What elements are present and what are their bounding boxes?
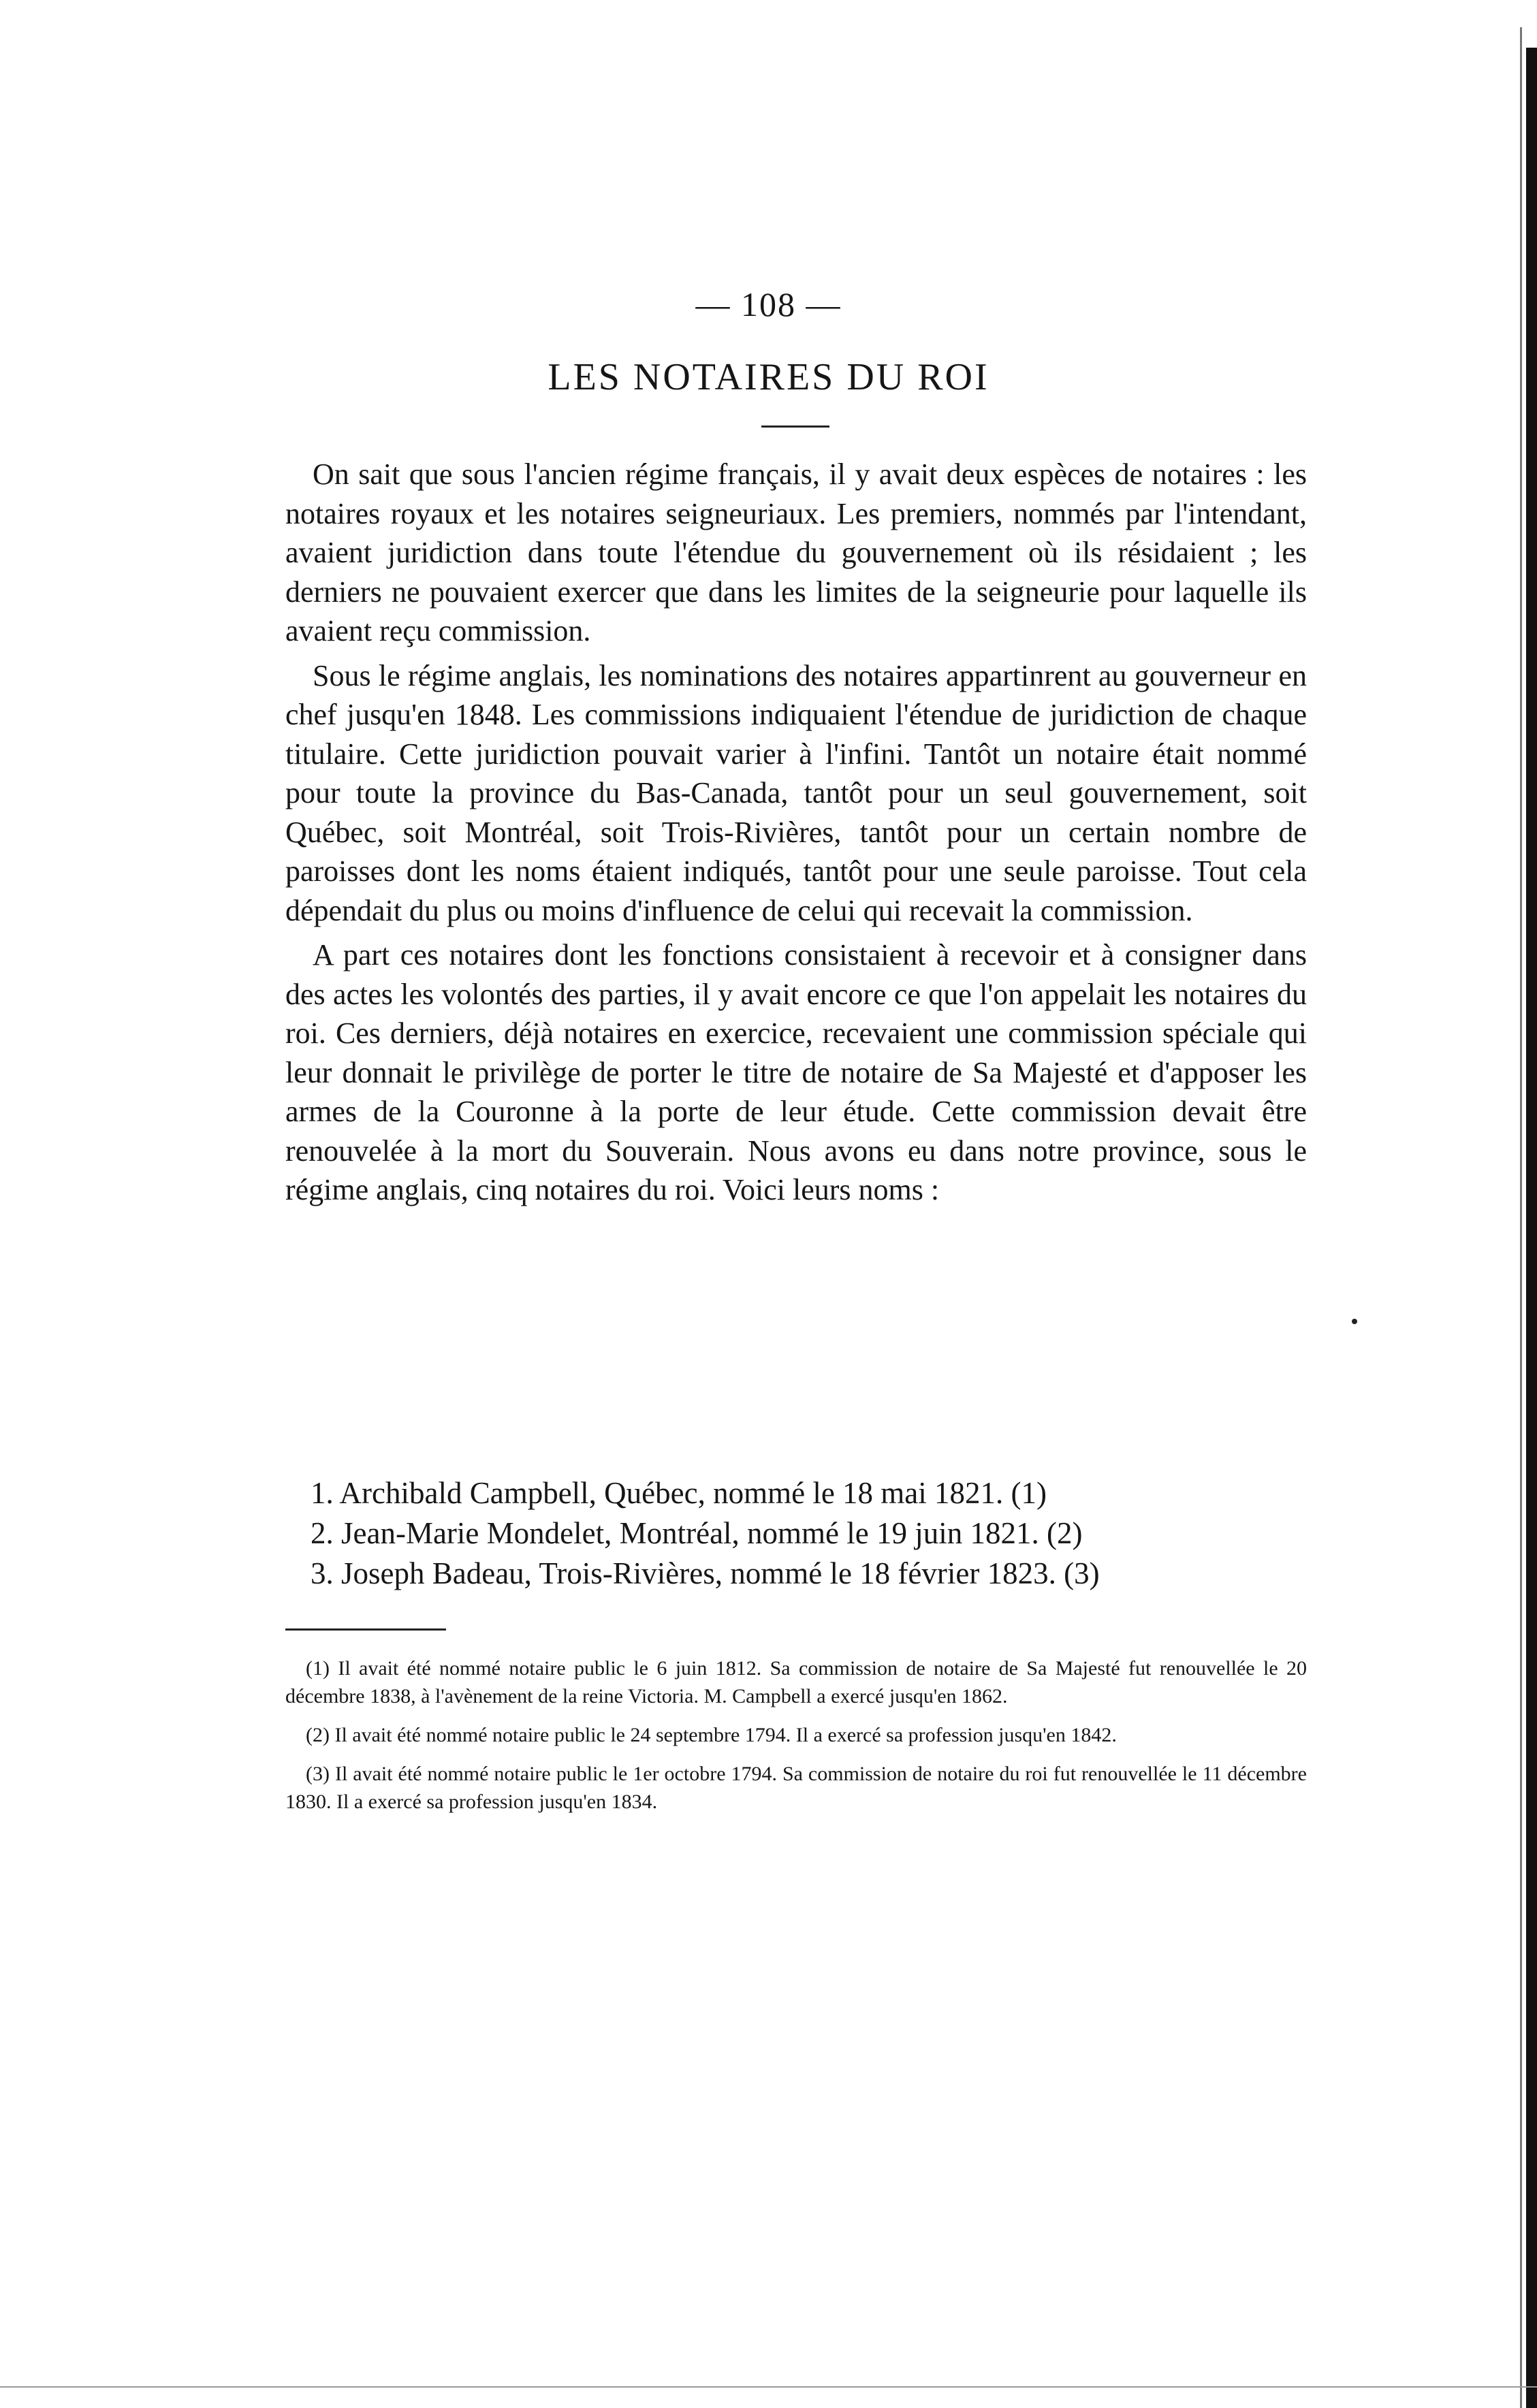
title-divider <box>761 426 829 428</box>
page-number: — 108 — <box>695 285 842 323</box>
list-item: 3. Joseph Badeau, Trois-Rivières, nommé le 18 février 1823. (3) <box>311 1556 1100 1590</box>
footnote: (1) Il avait été nommé notaire public le 6 juin 1812. Sa commission de notaire de Sa Majesté fut renouvellée le 20 décembre 1838, à l'avènement de la reine Victoria. M. Campbell a exercé jusqu'en 1862. <box>285 1657 1307 1707</box>
chapter-title: LES NOTAIRES DU ROI <box>548 356 989 398</box>
royal-notaries-list <box>311 1473 1332 1594</box>
paragraph: On sait que sous l'ancien régime français, il y avait deux espèces de notaires : les notaires royaux et les notaires seigneuriaux. Les premiers, nommés par l'intendant, avaient juridiction dans toute l'étendue du gouvernement où ils résidaient ; les derniers ne pouvaient exercer que dans les limites de la seigneurie pour laquelle ils avaient reçu commission. <box>285 457 1307 647</box>
footnote: (3) Il avait été nommé notaire public le 1er octobre 1794. Sa commission de notaire du roi fut renouvellée le 11 décembre 1830. Il a exercé sa profession jusqu'en 1834. <box>285 1763 1307 1813</box>
paragraph: A part ces notaires dont les fonctions consistaient à recevoir et à consigner dans des actes les volontés des parties, il y avait encore ce que l'on appelait les notaires du roi. Ces derniers, déjà notaires en exercice, recevaient une commission spéciale qui leur donnait le privilège de porter le titre de notaire de Sa Majesté et d'apposer les armes de la Couronne à la porte de leur étude. Cette commission devait être renouvelée à la mort du Souverain. Nous avons eu dans notre province, sous le régime anglais, cinq notaires du roi. Voici leurs noms : <box>285 938 1307 1206</box>
scan-bottom-line <box>0 2386 1537 2388</box>
scan-edge-shadow <box>1526 48 1537 2408</box>
footnote: (2) Il avait été nommé notaire public le 24 septembre 1794. Il a exercé sa profession jusqu'en 1842. <box>306 1724 1117 1746</box>
body-text <box>285 455 1307 1215</box>
footnotes <box>285 1654 1307 1827</box>
list-item: 1. Archibald Campbell, Québec, nommé le 18 mai 1821. (1) <box>311 1476 1047 1510</box>
footnote-divider <box>285 1628 446 1631</box>
paragraph: Sous le régime anglais, les nominations des notaires appartinrent au gouverneur en chef jusqu'en 1848. Les commissions indiquaient l'étendue de juridiction de chaque titulaire. Cette juridiction pouvait varier à l'infini. Tantôt un notaire était nommé pour toute la province du Bas-Canada, tantôt pour un seul gouvernement, soit Québec, soit Montréal, soit Trois-Rivières, tantôt pour un certain nombre de paroisses dont les noms étaient indiqués, tantôt pour une seule paroisse. Tout cela dépendait du plus ou moins d'influence de celui qui recevait la commission. <box>285 658 1307 927</box>
scan-speck <box>1352 1319 1357 1324</box>
list-item: 2. Jean-Marie Mondelet, Montréal, nommé le 19 juin 1821. (2) <box>311 1516 1083 1550</box>
